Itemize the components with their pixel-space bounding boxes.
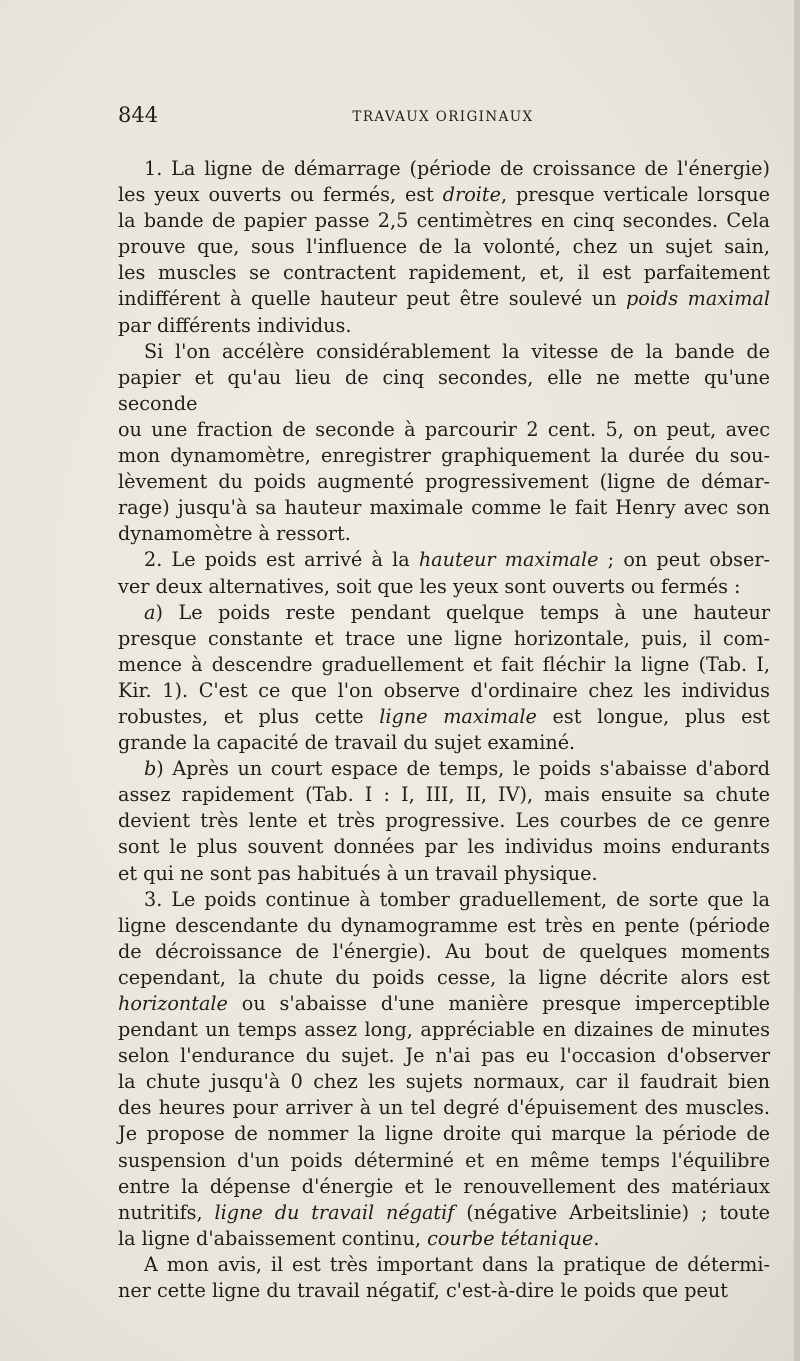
- text-line: Kir. 1). C'est ce que l'on observe d'ordinaire chez les individus: [118, 678, 770, 702]
- text-line: les muscles se contractent rapidement, et, il est parfaitement: [118, 261, 770, 285]
- text-line: lèvement du poids augmenté progressivement (ligne de démar-: [118, 470, 770, 494]
- text-line: ver deux alternatives, soit que les yeux sont ouverts ou fermés :: [118, 574, 741, 598]
- text-line: ner cette ligne du travail négatif, c'est-à-dire le poids que peut: [118, 1279, 728, 1303]
- text-line: presque constante et trace une ligne horizontale, puis, il com-: [118, 626, 770, 650]
- text-line: 1. La ligne de démarrage (période de croissance de l'énergie): [144, 157, 770, 180]
- text-line: des heures pour arriver à un tel degré d'épuisement des muscles.: [118, 1096, 770, 1120]
- text-line: a) Le poids reste pendant quelque temps à une hauteur: [144, 600, 770, 624]
- text-line: nutritifs, ligne du travail négatif (négative Arbeitslinie) ; toute: [118, 1200, 771, 1224]
- text-line: robustes, et plus cette ligne maximale est longue, plus est: [118, 704, 770, 728]
- italic-term: ligne maximale: [379, 704, 537, 728]
- text-line: rage) jusqu'à sa hauteur maximale comme le fait Henry avec son: [118, 496, 770, 520]
- paragraph: [118, 756, 770, 886]
- text-line: horizontale ou s'abaisse d'une manière presque imperceptible: [118, 992, 770, 1015]
- italic-term: a: [144, 600, 156, 624]
- text-line: Je propose de nommer la ligne droite qui marque la période de: [118, 1122, 770, 1146]
- text-line: assez rapidement (Tab. I : I, III, II, IV), mais ensuite sa chute: [118, 783, 770, 807]
- text-line: ou une fraction de seconde à parcourir 2 cent. 5, on peut, avec: [118, 417, 770, 441]
- text-line: 2. Le poids est arrivé à la hauteur maximale ; on peut obser-: [144, 548, 770, 572]
- text-line: b) Après un court espace de temps, le poids s'abaisse d'abord: [144, 757, 770, 781]
- body-text: [118, 156, 770, 1304]
- text-line: 3. Le poids continue à tomber graduellement, de sorte que la: [144, 887, 770, 911]
- paragraph: [118, 1252, 770, 1304]
- text-line: la bande de papier passe 2,5 centimètres en cinq secondes. Cela: [118, 209, 770, 233]
- text-line: les yeux ouverts ou fermés, est droite, presque verticale lorsque: [118, 183, 770, 207]
- text-line: dynamomètre à ressort.: [118, 522, 351, 546]
- text-line: entre la dépense d'énergie et le renouvellement des matériaux: [118, 1174, 770, 1198]
- text-line: de décroissance de l'énergie). Au bout de quelques moments: [118, 939, 770, 963]
- italic-term: poids maximal: [626, 287, 771, 311]
- paragraph: [118, 339, 770, 548]
- text-line: indifférent à quelle hauteur peut être soulevé un poids maximal: [118, 287, 771, 311]
- page-edge: [794, 0, 800, 1361]
- text-line: A mon avis, il est très important dans la pratique de détermi-: [144, 1252, 770, 1276]
- text-line: prouve que, sous l'influence de la volonté, chez un sujet sain,: [118, 235, 770, 259]
- text-line: mence à descendre graduellement et fait fléchir la ligne (Tab. I,: [118, 652, 770, 676]
- paragraph: [118, 547, 770, 599]
- text-line: cependant, la chute du poids cesse, la ligne décrite alors est: [118, 965, 770, 989]
- text-line: papier et qu'au lieu de cinq secondes, elle ne mette qu'une seconde: [118, 365, 770, 415]
- text-line: mon dynamomètre, enregistrer graphiquement la durée du sou-: [118, 444, 770, 468]
- paragraph: [118, 887, 770, 1252]
- text-line: par différents individus.: [118, 313, 352, 337]
- italic-term: horizontale: [118, 992, 228, 1015]
- text-line: la ligne d'abaissement continu, courbe tétanique.: [118, 1226, 600, 1250]
- italic-term: b: [144, 757, 157, 781]
- text-line: selon l'endurance du sujet. Je n'ai pas eu l'occasion d'observer: [118, 1044, 770, 1068]
- italic-term: ligne du travail négatif: [214, 1200, 455, 1224]
- text-line: devient très lente et très progressive. Les courbes de ce genre: [118, 809, 770, 833]
- italic-term: droite: [442, 183, 501, 207]
- page-header: [118, 103, 768, 133]
- italic-term: courbe tétanique: [427, 1226, 594, 1250]
- text-line: ligne descendante du dynamogramme est très en pente (période: [118, 913, 770, 937]
- text-line: Si l'on accélère considérablement la vitesse de la bande de: [144, 339, 770, 363]
- paragraph: [118, 600, 770, 757]
- page-number: 844: [118, 103, 159, 127]
- paragraph: [118, 156, 770, 339]
- italic-term: hauteur maximale: [418, 548, 599, 572]
- text-line: pendant un temps assez long, appréciable en dizaines de minutes: [118, 1018, 770, 1042]
- running-title: TRAVAUX ORIGINAUX: [352, 109, 534, 125]
- text-line: et qui ne sont pas habitués à un travail physique.: [118, 861, 598, 885]
- text-line: grande la capacité de travail du sujet examiné.: [118, 731, 576, 755]
- text-line: la chute jusqu'à 0 chez les sujets normaux, car il faudrait bien: [118, 1070, 770, 1094]
- text-line: sont le plus souvent données par les individus moins endurants: [118, 835, 770, 859]
- text-line: suspension d'un poids déterminé et en même temps l'équilibre: [118, 1148, 770, 1172]
